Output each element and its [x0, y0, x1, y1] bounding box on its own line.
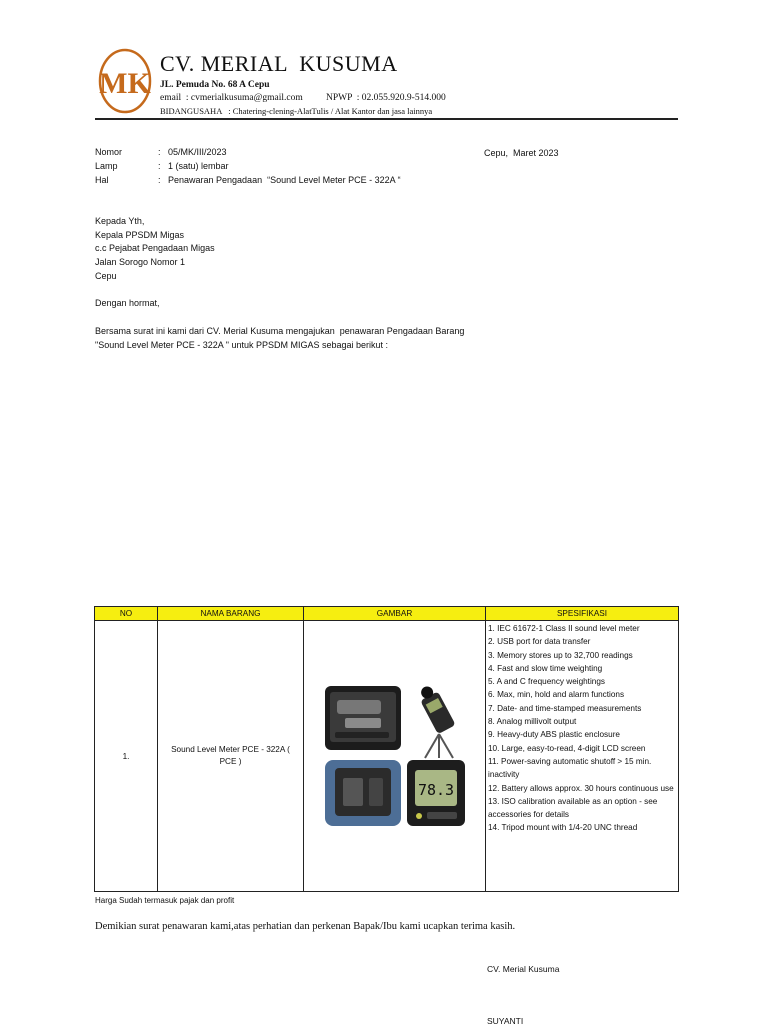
specification-cell	[486, 621, 679, 892]
specification-item: 13. ISO calibration available as an option - see accessories for details	[488, 796, 658, 820]
signatory-name: SUYANTI	[487, 1016, 524, 1026]
attachment-label: Lamp	[95, 161, 118, 171]
company-npwp: NPWP : 02.055.920.9-514.000	[326, 93, 446, 103]
item-name: Sound Level Meter PCE - 322A ( PCE )	[158, 621, 304, 892]
price-note: Harga Sudah termasuk pajak dan profit	[95, 896, 235, 905]
specification-item: 3. Memory stores up to 32,700 readings	[488, 650, 633, 660]
closing-sentence: Demikian surat penawaran kami,atas perhatian dan perkenan Bapak/Ibu kami ucapkan terima kasih.	[95, 921, 516, 932]
specification-item: 2. USB port for data transfer	[488, 637, 591, 647]
greeting: Dengan hormat,	[95, 298, 160, 308]
header-divider	[95, 118, 678, 120]
logo-text: MK	[99, 67, 151, 100]
recipient-line: Kepada Yth,	[95, 216, 145, 226]
header-item-name: NAMA BARANG	[158, 607, 304, 621]
specification-item: 5. A and C frequency weightings	[488, 677, 605, 687]
table-header-row	[95, 607, 679, 621]
subject-value: Penawaran Pengadaan “Sound Level Meter PCE - 322A “	[168, 175, 401, 185]
recipient-line: Kepala PPSDM Migas	[95, 230, 185, 240]
header-specification: SPESIFIKASI	[486, 607, 679, 621]
place-date: Cepu, Maret 2023	[484, 148, 559, 158]
recipient-line: Jalan Sorogo Nomor 1	[95, 257, 186, 267]
number-label: Nomor	[95, 147, 123, 157]
table-row	[95, 621, 679, 892]
header-no: NO	[95, 607, 158, 621]
attachment-colon: :	[158, 161, 161, 171]
specification-item: 4. Fast and slow time weighting	[488, 663, 603, 673]
specification-item: 12. Battery allows approx. 30 hours continuous use	[488, 783, 674, 793]
attachment-value: 1 (satu) lembar	[168, 161, 229, 171]
specification-item: 7. Date- and time-stamped measurements	[488, 703, 642, 713]
intro-line: Bersama surat ini kami dari CV. Merial Kusuma mengajukan penawaran Pengadaan Barang	[95, 326, 465, 336]
recipient-line: Cepu	[95, 271, 117, 281]
specification-list	[488, 622, 676, 835]
company-email: email : cvmerialkusuma@gmail.com	[160, 93, 303, 103]
specification-item: 8. Analog millivolt output	[488, 717, 577, 727]
company-business-field: BIDANGUSAHA : Chatering-clening-AlatTulis / Alat Kantor dan jasa lainnya	[160, 106, 433, 116]
lcd-reading: 78.3	[417, 781, 454, 799]
company-logo	[98, 48, 152, 114]
company-name: CV. MERIAL KUSUMA	[160, 51, 398, 76]
letter-number: 05/MK/III/2023	[168, 147, 227, 157]
product-image	[325, 686, 465, 826]
specification-item: 11. Power-saving automatic shutoff > 15 min. inactivity	[488, 756, 652, 780]
header-image: GAMBAR	[304, 607, 486, 621]
image-cell	[304, 621, 486, 892]
specification-item: 14. Tripod mount with 1/4-20 UNC thread	[488, 823, 638, 833]
company-address: JL. Pemuda No. 68 A Cepu	[160, 80, 270, 90]
specification-item: 6. Max, min, hold and alarm functions	[488, 690, 625, 700]
subject-colon: :	[158, 175, 161, 185]
subject-label: Hal	[95, 175, 109, 185]
signatory-company: CV. Merial Kusuma	[487, 964, 560, 974]
specification-item: 1. IEC 61672-1 Class II sound level meter	[488, 624, 640, 633]
specification-item: 9. Heavy-duty ABS plastic enclosure	[488, 730, 620, 740]
offer-table	[94, 606, 679, 892]
recipient-line: c.c Pejabat Pengadaan Migas	[95, 243, 215, 253]
intro-line: "Sound Level Meter PCE - 322A " untuk PPSDM MIGAS sebagai berikut :	[95, 340, 389, 350]
number-colon: :	[158, 147, 161, 157]
row-number: 1.	[95, 621, 158, 892]
specification-item: 10. Large, easy-to-read, 4-digit LCD screen	[488, 743, 646, 753]
